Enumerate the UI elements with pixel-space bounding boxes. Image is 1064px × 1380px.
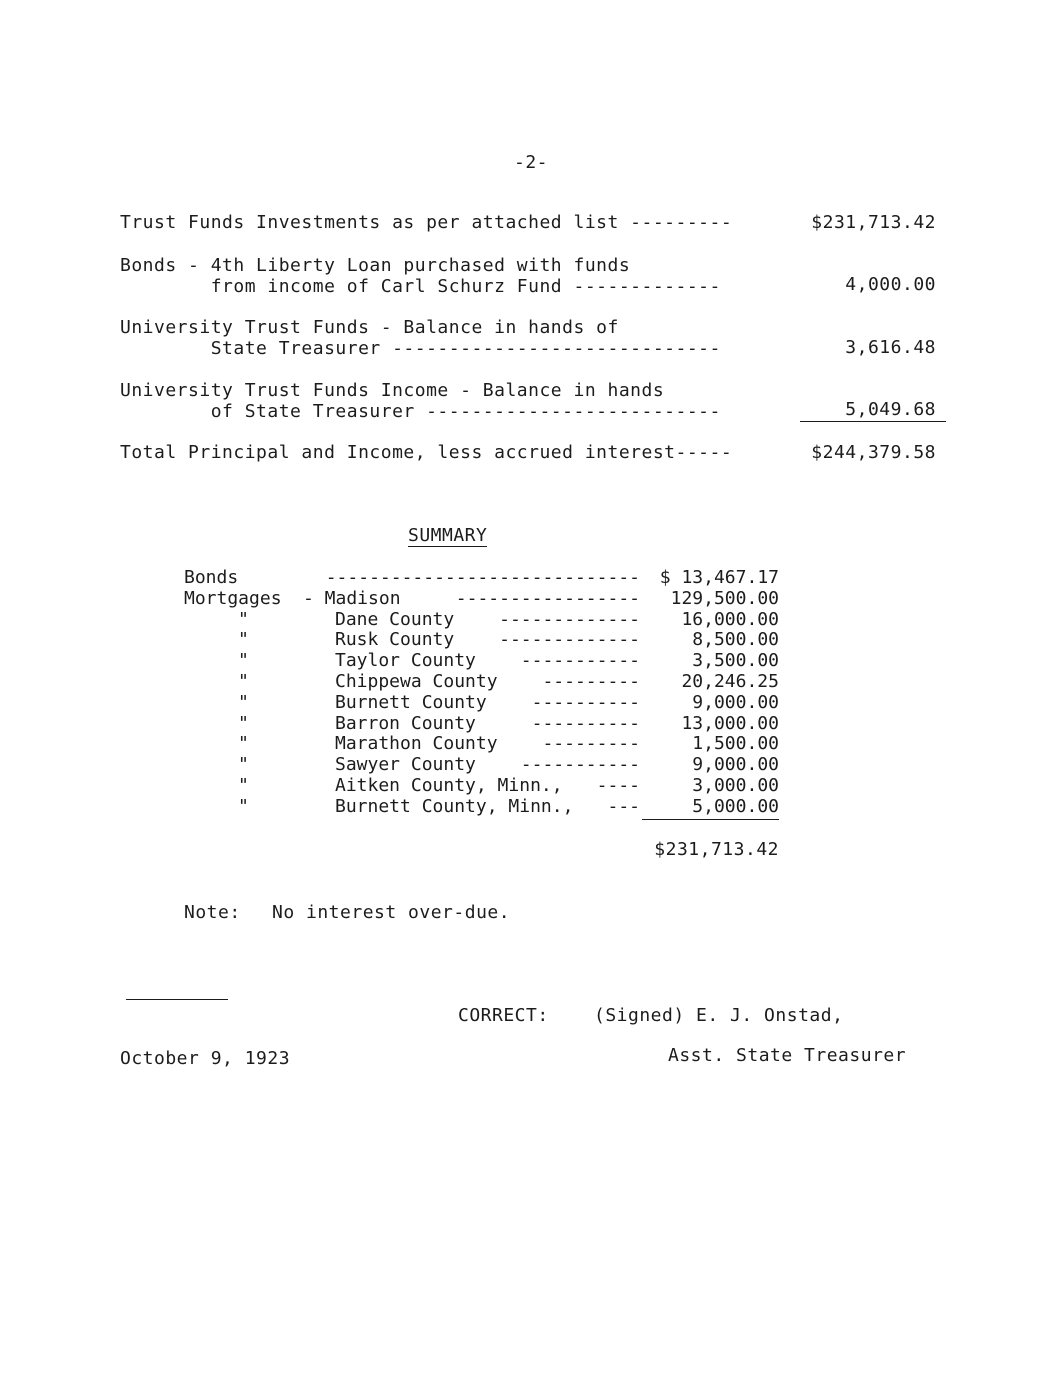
summary-location: Dane County <box>335 608 455 630</box>
summary-amount: 1,500.00 <box>692 733 779 755</box>
summary-leader: ----------- <box>520 650 640 672</box>
row-bonds-label-line1: Bonds - 4th Liberty Loan purchased with funds <box>120 255 631 276</box>
summary-location: Burnett County, Minn., <box>335 795 574 817</box>
note-text: No interest over-due. <box>272 902 511 923</box>
summary-rule <box>642 819 779 820</box>
summary-leader: ----------------------------- <box>325 567 640 588</box>
summary-total: $231,713.42 <box>654 839 779 860</box>
row-university-income-amount: 5,049.68 <box>845 399 936 420</box>
note-label: Note: <box>184 902 241 923</box>
summary-row <box>0 796 1064 817</box>
signed-by: (Signed) E. J. Onstad, <box>594 1005 844 1026</box>
summary-location: Aitken County, Minn., <box>335 775 563 796</box>
summary-amount: 129,500.00 <box>670 587 779 609</box>
summary-leader: --------- <box>542 733 640 755</box>
signer-title: Asst. State Treasurer <box>668 1045 907 1066</box>
summary-category: Mortgages <box>184 587 282 609</box>
summary-location: Taylor County <box>335 650 476 672</box>
summary-category: " <box>238 691 249 713</box>
correct-label: CORRECT: <box>458 1005 549 1026</box>
summary-row <box>0 567 1064 588</box>
summary-amount: 3,500.00 <box>692 650 779 672</box>
summary-row <box>0 671 1064 692</box>
summary-leader: ----------------- <box>455 587 640 609</box>
summary-amount: 13,000.00 <box>681 712 779 734</box>
summary-row <box>0 650 1064 671</box>
row-university-income-label-line1: University Trust Funds Income - Balance in hands <box>120 380 665 401</box>
summary-amount: 20,246.25 <box>681 671 779 692</box>
summary-location: Barron County <box>335 712 476 734</box>
summary-row <box>0 733 1064 754</box>
subtotal-rule <box>800 421 946 422</box>
summary-category: " <box>238 650 249 672</box>
summary-category: Bonds <box>184 567 239 588</box>
summary-amount: 16,000.00 <box>681 608 779 630</box>
summary-category: " <box>238 629 249 651</box>
summary-category: " <box>238 795 249 817</box>
summary-row <box>0 609 1064 630</box>
summary-location: Chippewa County <box>335 671 498 692</box>
summary-category: " <box>238 733 249 755</box>
summary-location: Rusk County <box>335 629 455 651</box>
summary-amount: 9,000.00 <box>692 691 779 713</box>
summary-row <box>0 775 1064 796</box>
summary-row <box>0 692 1064 713</box>
summary-row <box>0 588 1064 609</box>
summary-leader: ---- <box>596 775 640 796</box>
summary-location: Burnett County <box>335 691 487 713</box>
total-label: Total Principal and Income, less accrued interest----- <box>120 442 733 463</box>
row-trust-funds-amount: $231,713.42 <box>811 212 936 233</box>
summary-leader: ---------- <box>531 712 640 734</box>
row-trust-funds-label: Trust Funds Investments as per attached list --------- <box>120 212 733 233</box>
summary-category: " <box>238 608 249 630</box>
row-bonds-amount: 4,000.00 <box>845 274 936 295</box>
summary-category: " <box>238 712 249 734</box>
row-university-trust-label-line2: State Treasurer ----------------------------- <box>120 338 721 359</box>
page-number: -2- <box>514 152 549 173</box>
summary-amount: 5,000.00 <box>692 795 779 817</box>
summary-category: " <box>238 754 249 776</box>
document-date: October 9, 1923 <box>120 1048 291 1069</box>
summary-heading: SUMMARY <box>408 525 488 546</box>
summary-location: Sawyer County <box>335 754 476 776</box>
row-university-trust-label-line1: University Trust Funds - Balance in hands of <box>120 317 619 338</box>
summary-location: Marathon County <box>335 733 498 755</box>
summary-leader: ------------- <box>499 608 640 630</box>
row-university-income-label-line2: of State Treasurer -------------------------- <box>120 401 721 422</box>
row-bonds-label-line2: from income of Carl Schurz Fund ------------- <box>120 276 721 297</box>
summary-leader: ----------- <box>520 754 640 776</box>
summary-category: " <box>238 775 249 796</box>
summary-amount: 9,000.00 <box>692 754 779 776</box>
summary-leader: ---------- <box>531 691 640 713</box>
summary-row <box>0 629 1064 650</box>
summary-leader: --- <box>607 795 640 817</box>
summary-category: " <box>238 671 249 692</box>
summary-row <box>0 754 1064 775</box>
row-university-trust-amount: 3,616.48 <box>845 337 936 358</box>
summary-leader: ------------- <box>499 629 640 651</box>
summary-amount: 8,500.00 <box>692 629 779 651</box>
total-amount: $244,379.58 <box>811 442 936 463</box>
summary-amount: $ 13,467.17 <box>659 567 779 588</box>
summary-row <box>0 713 1064 734</box>
summary-location: - Madison <box>303 587 401 609</box>
summary-amount: 3,000.00 <box>692 775 779 796</box>
signature-divider <box>126 999 228 1000</box>
summary-leader: --------- <box>542 671 640 692</box>
